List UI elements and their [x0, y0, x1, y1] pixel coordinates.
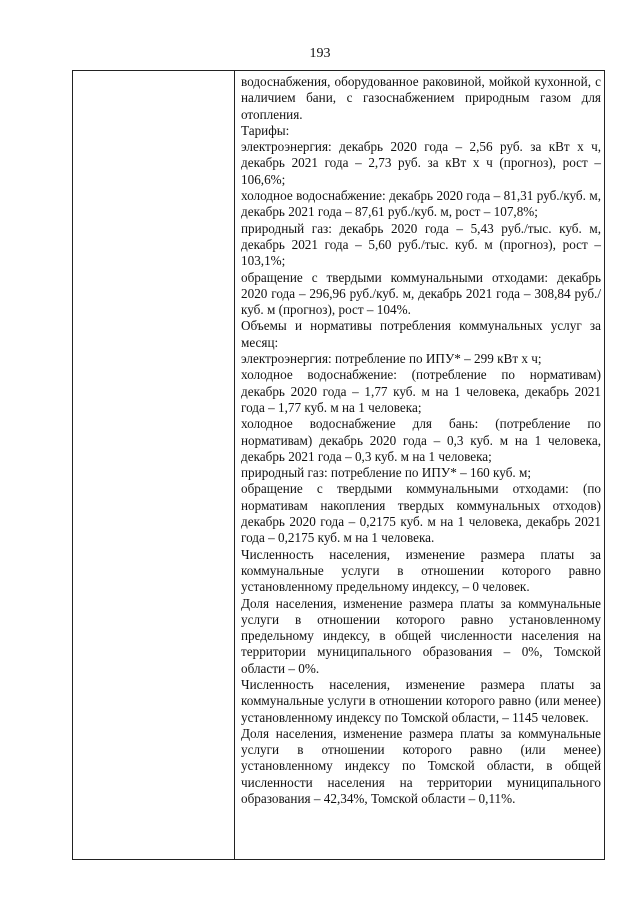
- paragraph-volume-natural-gas: природный газ: потребление по ИПУ* – 160 куб. м;: [241, 465, 532, 481]
- paragraph-tariff-solid-waste: обращение с твердыми коммунальными отходами: декабрь 2020 года – 296,96 руб./куб. м, декабрь 2021 года – 308,84 руб./куб. м (прогноз), рост – 104%.: [241, 269, 601, 318]
- paragraph-population-regional-index: Численность населения, изменение размера платы за коммунальные услуги в отношении которого равно (или менее) установленному индексу по Томской области, – 1145 человек.: [241, 676, 601, 725]
- paragraph-volume-electricity: электроэнергия: потребление по ИПУ* – 299 кВт х ч;: [241, 351, 542, 367]
- content-table: [72, 70, 605, 860]
- paragraph-share-regional-index: Доля населения, изменение размера платы за коммунальные услуги в отношении которого равно (или менее) установленному индексу по Томской области, в общей численности населения на территории муниципального образования – 42,34%, Томской области – 0,11%.: [241, 725, 601, 807]
- paragraph-volume-cold-water-baths: холодное водоснабжение для бань: (потребление по нормативам) декабрь 2020 года – 0,3 куб. м на 1 человека, декабрь 2021 года – 0,3 куб. м на 1 человека;: [241, 416, 601, 464]
- page-number: 193: [309, 46, 331, 61]
- table-left-cell: [73, 71, 235, 859]
- paragraph-tariff-electricity: электроэнергия: декабрь 2020 года – 2,56 руб. за кВт х ч, декабрь 2021 года – 2,73 руб. за кВт х ч (прогноз), рост – 106,6%;: [241, 139, 601, 187]
- paragraph-water-supply-equipment: водоснабжения, оборудованное раковиной, мойкой кухонной, с наличием бани, с газоснабжением природным газом для отопления.: [241, 74, 601, 122]
- paragraph-population-limit-index: Численность населения, изменение размера платы за коммунальные услуги в отношении которого равно установленному предельному индексу, – 0 человек.: [241, 546, 601, 595]
- table-right-cell: [241, 74, 601, 807]
- paragraph-tariffs-heading: Тарифы:: [241, 122, 290, 138]
- paragraph-tariff-natural-gas: природный газ: декабрь 2020 года – 5,43 руб./тыс. куб. м, декабрь 2021 года – 5,60 руб./тыс. куб. м (прогноз), рост – 103,1%;: [241, 220, 601, 269]
- paragraph-tariff-cold-water: холодное водоснабжение: декабрь 2020 года – 81,31 руб./куб. м, декабрь 2021 года – 87,61 руб./куб. м, рост – 107,8%;: [241, 188, 601, 220]
- paragraph-volume-solid-waste: обращение с твердыми коммунальными отходами: (по нормативам накопления твердых коммунальных отходов) декабрь 2020 года – 0,2175 куб. м на 1 человека, декабрь 2021 года – 0,2175 куб. м на 1 человека.: [241, 481, 601, 546]
- paragraph-volume-cold-water: холодное водоснабжение: (потребление по нормативам) декабрь 2020 года – 1,77 куб. м на 1 человека, декабрь 2021 года – 1,77 куб. м на 1 человека;: [241, 367, 601, 415]
- paragraph-volumes-heading: Объемы и нормативы потребления коммунальных услуг за месяц:: [241, 318, 601, 350]
- paragraph-share-limit-index: Доля населения, изменение размера платы за коммунальные услуги в отношении которого равно установленному предельному индексу, в общей численности населения на территории муниципального образования – 0%, Томской области – 0%.: [241, 595, 601, 676]
